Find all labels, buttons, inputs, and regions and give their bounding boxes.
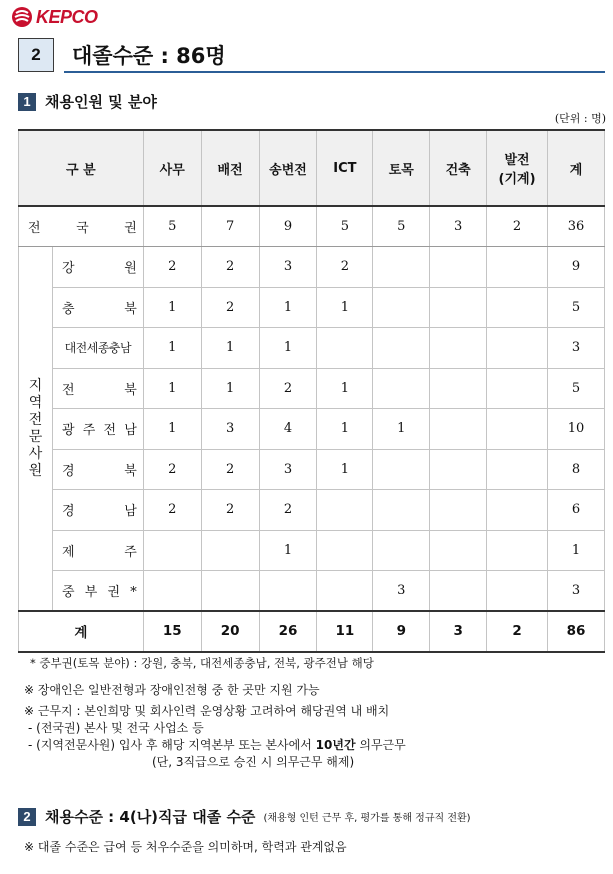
- table-row: [19, 287, 605, 328]
- table-cell: 1: [317, 368, 373, 409]
- table-row-national: [19, 206, 605, 247]
- table-cell: 26: [259, 611, 317, 652]
- table-cell: 1: [201, 328, 259, 369]
- group-char: 지: [28, 377, 43, 394]
- table-cell: 10: [547, 409, 604, 450]
- table-cell: 2: [259, 368, 317, 409]
- table-cell: [317, 328, 373, 369]
- table-row: [19, 409, 605, 450]
- group-char: 역: [28, 394, 43, 411]
- subsection-1-heading: [18, 91, 157, 112]
- title-divider: [64, 71, 605, 73]
- header-office: 사무: [143, 130, 201, 206]
- table-cell: 7: [201, 206, 259, 247]
- table-cell: [487, 530, 548, 571]
- table-cell: 1: [373, 409, 430, 450]
- table-cell: 6: [547, 490, 604, 531]
- note-regional-text: - (지역전문사원) 입사 후 해당 지역본부 또는 본사에서: [28, 738, 316, 752]
- table-cell: [487, 571, 548, 612]
- header-power-generation-sub: (기계): [498, 172, 536, 187]
- row-label: 강 원: [52, 247, 143, 288]
- table-cell: [373, 449, 430, 490]
- group-char: 사: [28, 445, 43, 462]
- unit-label: (단위 : 명): [554, 112, 606, 125]
- table-cell: [143, 530, 201, 571]
- table-cell: 1: [143, 368, 201, 409]
- header-power-generation: [487, 130, 548, 206]
- table-cell: 1: [547, 530, 604, 571]
- row-label: 경 북: [52, 449, 143, 490]
- table-cell: [430, 409, 487, 450]
- row-label: 광 주 전 남: [52, 409, 143, 450]
- table-cell: 9: [373, 611, 430, 652]
- table-row-total: [19, 611, 605, 652]
- table-cell: 1: [143, 287, 201, 328]
- table-cell: 1: [317, 287, 373, 328]
- table-cell: [143, 571, 201, 612]
- table-cell: 15: [143, 611, 201, 652]
- table-row: [19, 328, 605, 369]
- subsection-2-detail: (채용형 인턴 근무 후, 평가를 통해 정규직 전환): [263, 813, 471, 824]
- kepco-logo-icon: [10, 6, 34, 28]
- table-cell: [487, 247, 548, 288]
- table-cell: 5: [317, 206, 373, 247]
- table-cell: 2: [143, 490, 201, 531]
- table-cell: 2: [201, 287, 259, 328]
- note-disabled: ※ 장애인은 일반전형과 장애인전형 중 한 곳만 지원 가능: [24, 683, 320, 697]
- note-workplace-national: - (전국권) 본사 및 전국 사업소 등: [28, 721, 204, 735]
- table-cell: 9: [259, 206, 317, 247]
- table-cell: [373, 530, 430, 571]
- regional-group-label: [19, 247, 53, 612]
- table-cell: [373, 328, 430, 369]
- table-cell: [487, 328, 548, 369]
- recruitment-table: [18, 129, 605, 653]
- table-cell: [201, 571, 259, 612]
- table-cell: [430, 287, 487, 328]
- table-cell: [487, 368, 548, 409]
- row-label: 대전세종충남: [52, 328, 143, 369]
- note-workplace-regional: [24, 737, 406, 754]
- logo-text: KEPCO: [36, 6, 98, 27]
- table-cell: 86: [547, 611, 604, 652]
- subsection-1-number: 1: [18, 93, 36, 111]
- table-cell: [317, 490, 373, 531]
- table-cell: 2: [201, 449, 259, 490]
- final-note: ※ 대졸 수준은 급여 등 처우수준을 의미하며, 학력과 관계없음: [24, 840, 347, 854]
- table-cell: 36: [547, 206, 604, 247]
- row-label: 제 주: [52, 530, 143, 571]
- table-header-row: [19, 130, 605, 206]
- group-char: 전: [28, 411, 43, 428]
- table-cell: [430, 247, 487, 288]
- table-cell: 5: [373, 206, 430, 247]
- table-cell: [430, 368, 487, 409]
- table-row: [19, 571, 605, 612]
- table-cell: 3: [373, 571, 430, 612]
- table-cell: [430, 530, 487, 571]
- subsection-1-title: 채용인원 및 분야: [45, 93, 157, 111]
- table-row: [19, 490, 605, 531]
- table-cell: 3: [547, 328, 604, 369]
- row-label: 중 부 권 *: [52, 571, 143, 612]
- table-cell: [373, 287, 430, 328]
- header-power-generation-label: 발전: [504, 153, 530, 168]
- header-category: 구 분: [19, 130, 144, 206]
- table-cell: [317, 530, 373, 571]
- note-workplace: ※ 근무지 : 본인희망 및 회사인력 운영상황 고려하여 해당권역 내 배치: [24, 704, 390, 718]
- table-cell: 11: [317, 611, 373, 652]
- table-cell: 9: [547, 247, 604, 288]
- kepco-logo: [10, 6, 98, 28]
- table-cell: 5: [547, 368, 604, 409]
- row-label: 전 북: [52, 368, 143, 409]
- table-cell: [430, 449, 487, 490]
- group-char: 문: [28, 428, 43, 445]
- table-cell: 3: [259, 449, 317, 490]
- row-label: 경 남: [52, 490, 143, 531]
- table-cell: 5: [547, 287, 604, 328]
- notes-block: [24, 655, 406, 771]
- subsection-2-title: 채용수준 : 4(나)직급 대졸 수준: [45, 808, 256, 826]
- table-cell: [373, 247, 430, 288]
- table-cell: 1: [259, 530, 317, 571]
- table-cell: 2: [143, 247, 201, 288]
- page-title: 대졸수준 : 86명: [72, 44, 226, 68]
- table-cell: 1: [317, 409, 373, 450]
- table-cell: 1: [201, 368, 259, 409]
- table-cell: [201, 530, 259, 571]
- table-cell: 2: [487, 206, 548, 247]
- subsection-2-heading: [18, 806, 471, 827]
- table-cell: 2: [143, 449, 201, 490]
- table-cell: 2: [201, 490, 259, 531]
- table-cell: 2: [317, 247, 373, 288]
- table-cell: 3: [547, 571, 604, 612]
- table-cell: [259, 571, 317, 612]
- table-cell: 5: [143, 206, 201, 247]
- table-cell: 2: [487, 611, 548, 652]
- table-cell: 20: [201, 611, 259, 652]
- header-architecture: 건축: [430, 130, 487, 206]
- table-cell: [373, 490, 430, 531]
- table-row: [19, 368, 605, 409]
- header-distribution: 배전: [201, 130, 259, 206]
- table-cell: [487, 287, 548, 328]
- note-promotion-exception: (단, 3직급으로 승진 시 의무근무 해제): [152, 755, 355, 769]
- note-asterisk: * 중부권(토목 분야) : 강원, 충북, 대전세종충남, 전북, 광주전남 해당: [30, 656, 374, 670]
- table-cell: 3: [259, 247, 317, 288]
- row-label-total: 계: [19, 611, 144, 652]
- table-cell: 1: [317, 449, 373, 490]
- row-label: 충 북: [52, 287, 143, 328]
- group-char: 원: [28, 462, 43, 479]
- table-cell: 1: [259, 287, 317, 328]
- table-row: [19, 247, 605, 288]
- table-cell: 4: [259, 409, 317, 450]
- table-cell: [487, 409, 548, 450]
- table-cell: 1: [259, 328, 317, 369]
- table-cell: [317, 571, 373, 612]
- header-total: 계: [547, 130, 604, 206]
- table-cell: [430, 571, 487, 612]
- table-cell: [487, 490, 548, 531]
- note-regional-duration: 10년간: [315, 738, 356, 752]
- row-label-national: 전 국 권: [19, 206, 144, 247]
- section-number: 2: [18, 38, 54, 72]
- table-cell: [487, 449, 548, 490]
- table-cell: 3: [201, 409, 259, 450]
- table-cell: 3: [430, 611, 487, 652]
- subsection-2-number: 2: [18, 808, 36, 826]
- table-cell: 3: [430, 206, 487, 247]
- table-cell: 1: [143, 409, 201, 450]
- table-row: [19, 449, 605, 490]
- note-regional-text-end: 의무근무: [355, 738, 406, 752]
- table-cell: 2: [201, 247, 259, 288]
- table-cell: 1: [143, 328, 201, 369]
- header-ict: ICT: [317, 130, 373, 206]
- table-row: [19, 530, 605, 571]
- table-cell: [430, 490, 487, 531]
- table-cell: [430, 328, 487, 369]
- header-transmission: 송변전: [259, 130, 317, 206]
- header-civil: 토목: [373, 130, 430, 206]
- table-cell: [373, 368, 430, 409]
- table-cell: 8: [547, 449, 604, 490]
- table-cell: 2: [259, 490, 317, 531]
